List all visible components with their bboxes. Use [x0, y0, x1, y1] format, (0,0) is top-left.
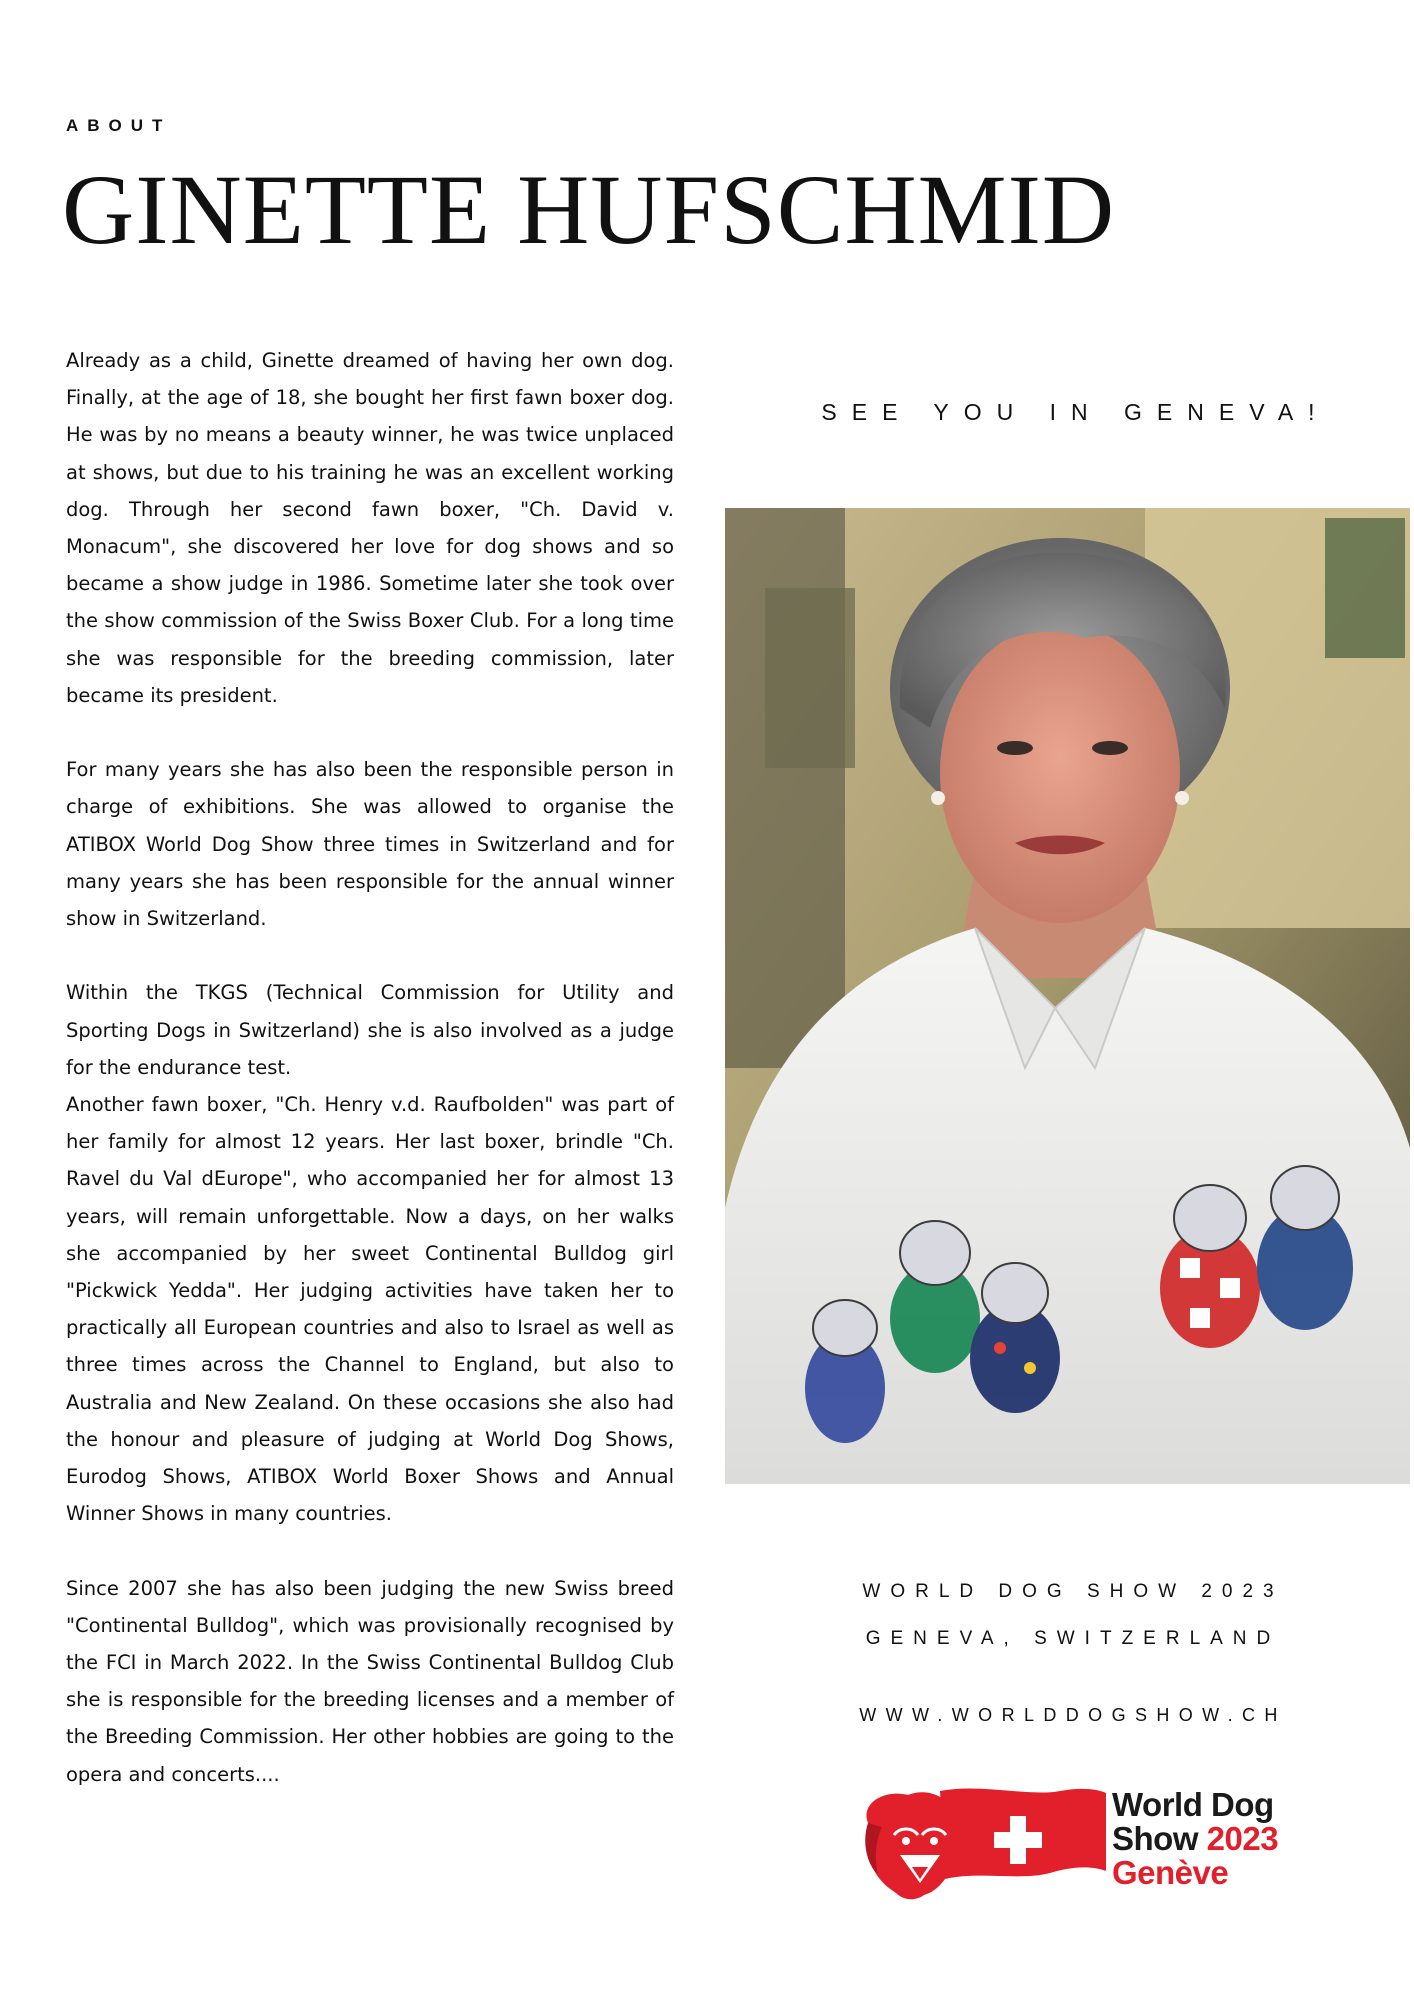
section-eyebrow: ABOUT: [66, 116, 172, 135]
page-title: GINETTE HUFSCHMID: [62, 154, 1116, 265]
logo-show-word: Show: [1112, 1820, 1198, 1857]
dog-flag-emblem-icon: [860, 1783, 1110, 1903]
portrait-photo: [725, 508, 1410, 1484]
bio-paragraph: Within the TKGS (Technical Commission for Utility and Sporting Dogs in Switzerland) she is also involved as a judge for the endurance test.: [66, 981, 674, 1079]
event-name: WORLD DOG SHOW 2023: [862, 1581, 1284, 1602]
bio-paragraph: For many years she has also been the responsible person in charge of exhibitions. She was allowed to organise the ATIBOX World Dog Show three times in Switzerland and for many years she has been responsible for the annual winner show in Switzerland.: [66, 758, 674, 931]
logo-line-3: Genève: [1112, 1854, 1229, 1891]
tagline: SEE YOU IN GENEVA!: [821, 399, 1330, 425]
logo-line-2: [1112, 1822, 1278, 1856]
world-dog-show-logo: [860, 1783, 1300, 1903]
logo-year: 2023: [1206, 1820, 1279, 1857]
website-link[interactable]: WWW.WORLDDOGSHOW.CH: [859, 1705, 1287, 1725]
bio-paragraph: Since 2007 she has also been judging the new Swiss breed "Continental Bulldog", which was provisionally recognised by the FCI in March 2022. In the Swiss Continental Bulldog Club she is responsible for the breeding licenses and a member of the Breeding Commission. Her other hobbies are going to the opera and concerts....: [66, 1576, 674, 1786]
logo-line-1: World Dog: [1112, 1786, 1274, 1823]
event-location: GENEVA, SWITZERLAND: [865, 1628, 1281, 1649]
biography-text: [66, 342, 674, 1793]
bio-paragraph: Already as a child, Ginette dreamed of having her own dog. Finally, at the age of 18, she bought her first fawn boxer dog. He was by no means a beauty winner, he was twice unplaced at shows, but due to his training he was an excellent working dog. Through her second fawn boxer, "Ch. David v. Monacum", she discovered her love for dog shows and so became a show judge in 1986. Sometime later she took over the show commission of the Swiss Boxer Club. For a long time she was responsible for the breeding commission, later became its president.: [66, 349, 674, 707]
bio-paragraph: Another fawn boxer, "Ch. Henry v.d. Raufbolden" was part of her family for almost 12 years. Her last boxer, brindle "Ch. Ravel du Val dEurope", who accompanied her for almost 13 years, will remain unforgettable. Now a days, on her walks she accompanied by her sweet Continental Bulldog girl "Pickwick Yedda". Her judging activities have taken her to practically all European countries and also to Israel as well as three times across the Channel to England, but also to Australia and New Zealand. On these occasions she also had the honour and pleasure of judging at World Dog Shows, Eurodog Shows, ATIBOX World Boxer Shows and Annual Winner Shows in many countries.: [66, 1093, 674, 1526]
logo-wordmark: [1112, 1788, 1278, 1890]
